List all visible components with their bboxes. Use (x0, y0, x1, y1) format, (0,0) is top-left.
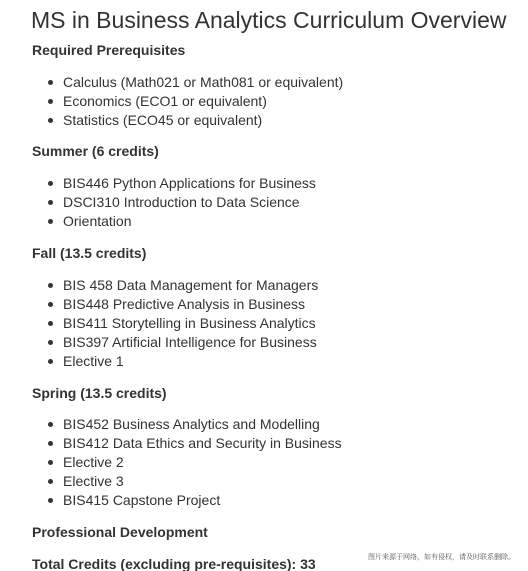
bullet-icon (48, 460, 53, 465)
list-item: Orientation (0, 212, 316, 231)
prerequisites-list (0, 73, 343, 130)
list-item: BIS452 Business Analytics and Modelling (0, 415, 342, 434)
bullet-icon (48, 340, 53, 345)
page-title: MS in Business Analytics Curriculum Overview (31, 7, 507, 33)
list-item: BIS412 Data Ethics and Security in Business (0, 434, 342, 453)
bullet-icon (48, 181, 53, 186)
bullet-icon (48, 118, 53, 123)
bullet-icon (48, 283, 53, 288)
bullet-icon (48, 321, 53, 326)
section-heading-fall: Fall (13.5 credits) (32, 245, 147, 261)
list-item: Statistics (ECO45 or equivalent) (0, 111, 343, 130)
bullet-icon (48, 422, 53, 427)
spring-list (0, 415, 342, 510)
list-item: BIS411 Storytelling in Business Analytics (0, 314, 318, 333)
list-item: BIS446 Python Applications for Business (0, 174, 316, 193)
bullet-icon (48, 99, 53, 104)
bullet-icon (48, 498, 53, 503)
list-item: DSCI310 Introduction to Data Science (0, 193, 316, 212)
bullet-icon (48, 359, 53, 364)
bullet-icon (48, 219, 53, 224)
total-credits: Total Credits (excluding pre-requisites): 33 (32, 556, 316, 571)
bullet-icon (48, 441, 53, 446)
list-item: Elective 2 (0, 453, 342, 472)
list-item: Elective 3 (0, 472, 342, 491)
section-heading-prerequisites: Required Prerequisites (32, 42, 186, 58)
section-heading-professional-development: Professional Development (32, 524, 208, 540)
section-heading-spring: Spring (13.5 credits) (32, 385, 167, 401)
watermark-text: 图片来源于网络，如有侵权，请及时联系删除。 (368, 554, 515, 561)
list-item: BIS397 Artificial Intelligence for Business (0, 333, 318, 352)
fall-list (0, 276, 318, 371)
bullet-icon (48, 80, 53, 85)
list-item: Calculus (Math021 or Math081 or equivalent) (0, 73, 343, 92)
summer-list (0, 174, 316, 231)
section-heading-summer: Summer (6 credits) (32, 143, 159, 159)
list-item: BIS 458 Data Management for Managers (0, 276, 318, 295)
list-item: Economics (ECO1 or equivalent) (0, 92, 343, 111)
bullet-icon (48, 200, 53, 205)
bullet-icon (48, 479, 53, 484)
list-item: BIS415 Capstone Project (0, 491, 342, 510)
bullet-icon (48, 302, 53, 307)
list-item: Elective 1 (0, 352, 318, 371)
list-item: BIS448 Predictive Analysis in Business (0, 295, 318, 314)
